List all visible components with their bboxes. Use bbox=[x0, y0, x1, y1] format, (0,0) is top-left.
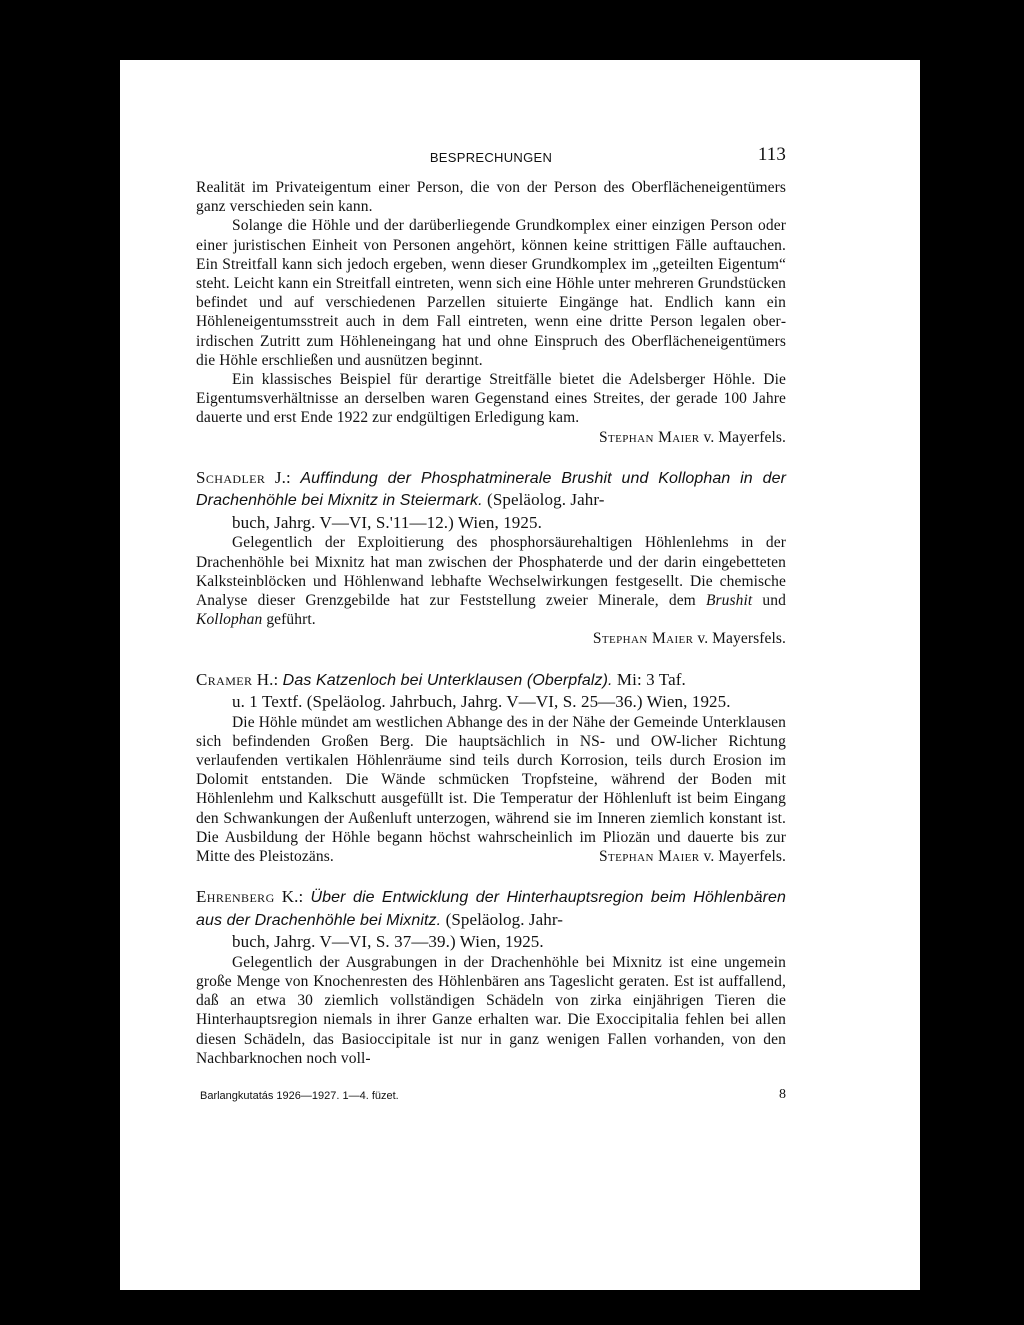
review-entry-ehrenberg bbox=[196, 886, 786, 1068]
review-author: Cramer bbox=[196, 669, 253, 689]
running-head: BESPRECHUNGEN bbox=[429, 150, 553, 165]
review-reference: Schadler J.: Auffindung der Phosphatminerale Brushit und Kollophan in der Drachenhöhle bei Mixnitz in Steiermark. (Speläolog. Jahr- buch, Jahrg. V—VI, S.'11—12.) Wien, 1925. bbox=[196, 467, 786, 532]
review-entry-cramer bbox=[196, 669, 786, 867]
review-signature-0: Stephan Maier v. Mayerfels. bbox=[598, 428, 786, 446]
page-header bbox=[196, 144, 786, 178]
review-body: Gelegentlich der Exploitierung des phosphorsäurehaltigen Höhlenlehms in der Drachenhöhle bei Mixnitz hat man zwischen der Phosphaterde und der darin eingebetteten Kalksteinblöcken und Höhlenwand lebhafte Wechselwirkungen festgesellt. Die chemische Analyse dieser Grenzgebilde hat zur Feststellung zweier Minerale, dem Brushit und Kollophan geführt. bbox=[196, 534, 786, 629]
sheet-number: 8 bbox=[779, 1087, 786, 1102]
review-citation: u. 1 Textf. (Speläolog. Jahrbuch, Jahrg. V—VI, S. 25—36.) Wien, 1925. bbox=[232, 692, 731, 712]
review-title: Auffindung der Phosphatminerale Brushit und Kollophan in der Drachenhöhle bei Mixnitz in Steiermark. bbox=[196, 469, 786, 510]
review-signature: Stephan Maier v. Mayersfels. bbox=[592, 630, 786, 648]
continuation-paragraph-3: Ein klassisches Beispiel für derartige Streitfälle bietet die Adelsberger Höhle. Die Eigentumsverhältnisse an derselben waren Gegenstand eines Streites, der gerade 100 Jahre dauerte und erst Ende 1922 zur endgültigen Erledigung kam. bbox=[196, 371, 786, 427]
text-column bbox=[196, 144, 787, 1068]
review-reference: Ehrenberg K.: Über die Entwicklung der Hinterhauptsregion beim Höhlenbären aus der Drachenhöhle bei Mixnitz. (Speläolog. Jahr- buch, Jahrg. V—VI, S. 37—39.) Wien, 1925. bbox=[196, 887, 787, 952]
page-number: 113 bbox=[757, 144, 786, 165]
review-body: Die Höhle mündet am westlichen Abhange des in der Nähe der Gemeinde Unterklausen sich befindenden Großen Berg. Die hauptsächlich in NS- und OW-licher Richtung verlaufenden vertikalen Höhlenräume sind teils durch Korrosion, teils durch Erosion im Dolomit entstanden. Die Wände schmücken Tropfsteine, während der Boden mit Höhlenlehm und Kalkschutt ausgefüllt ist. Die Temperatur der Höhlenluft ist beim Eingang den Schwankungen der Außenluft unterzogen, während sie im Inneren ziemlich konstant ist. Die Ausbildung der Höhle begann höchst wahrscheinlich im Pliozän und dauerte bis zur Mitte des Pleistozäns. Stephan Maier v. Mayerfels. bbox=[196, 713, 786, 865]
review-reference: Cramer H.: Das Katzenloch bei Unterklausen (Oberpfalz). Mi: 3 Taf. u. 1 Textf. (Speläolog. Jahrbuch, Jahrg. V—VI, S. 25—36.) Wien, 1925. bbox=[196, 669, 786, 713]
scanned-page bbox=[120, 60, 920, 1290]
review-body: Gelegentlich der Ausgrabungen in der Drachenhöhle bei Mixnitz ist eine ungemein große Menge von Knochenresten des Höhlenbären ans Tageslicht geraten. Est ist auffallend, daß an etwa 30 ziemlich vollständigen Schädeln von zirka einjährigen Tieren die Hinterhauptsregion niemals in ihrer Ganze erhalten war. Die Exoccipitalia fehlen bei allen diesen Schädeln, das Basioccipitale ist nur in ganz wenigen Fallen vorhanden, von den Nachbarknochen noch voll- bbox=[196, 953, 786, 1067]
signature-line: Barlangkutatás 1926—1927. 1—4. füzet. bbox=[200, 1090, 399, 1102]
review-citation: buch, Jahrg. V—VI, S.'11—12.) Wien, 1925. bbox=[232, 512, 542, 532]
review-entry-schadler bbox=[196, 467, 786, 649]
page-footer bbox=[200, 1087, 786, 1110]
continuation-paragraph-2: Solange die Höhle und der darüberliegende Grundkomplex einer einzigen Person oder einer juristischen Einheit von Personen angehört, können keine strittigen Fälle auftauchen. Ein Streitfall kann sich jedoch ergeben, wenn dieser Grundkomplex im „geteilten Eigentum“ steht. Leicht kann ein Streitfall eintreten, wenn sich eine Höhle unter mehreren Grundstücken befindet und auf verschiedenen Parzellen situierte Eingänge hat. Endlich kann ein Höhleneigentumsstreit auch in dem Fall eintreten, wenn eine dritte Person legalen oberirdischen Zutritt zum Höhleneingang hat und ohne Einspruch des Oberflächeneigentümers die Höhle erschließen und ausnützen beginnt. bbox=[196, 217, 786, 369]
review-title: Über die Entwicklung der Hinterhauptsregion beim Höhlenbären aus der Drachenhöhle bei Mixnitz. bbox=[196, 889, 787, 929]
review-author: Schadler bbox=[196, 467, 266, 487]
continuation-paragraph-1: Realität im Privateigentum einer Person, die von der Person des Oberflächeneigentümers ganz verschieden sein kann. bbox=[196, 179, 786, 216]
review-author: Ehrenberg bbox=[196, 887, 275, 907]
review-title: Das Katzenloch bei Unterklausen (Oberpfalz). bbox=[282, 671, 613, 689]
review-citation: buch, Jahrg. V—VI, S. 37—39.) Wien, 1925. bbox=[232, 932, 544, 952]
